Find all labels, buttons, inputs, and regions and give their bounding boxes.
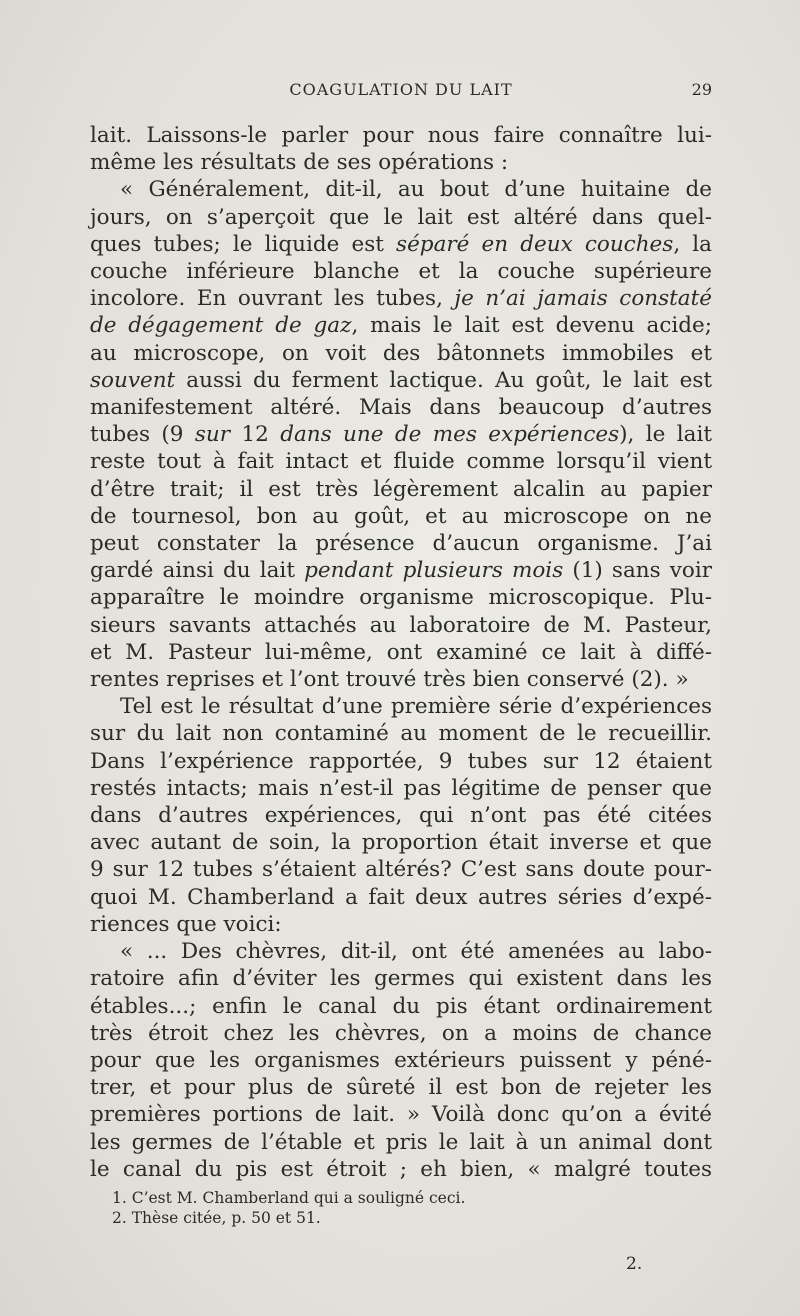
footnotes — [112, 1188, 672, 1228]
text-span: quoi M. Chamberland a fait deux autres séries d’expé- — [90, 884, 712, 910]
text-span: tubes (9 — [90, 422, 195, 448]
italic-span: séparé en deux couches — [396, 231, 674, 257]
text-span: étables...; enfin le canal du pis étant ordinairement — [90, 993, 712, 1019]
text-span: très étroit chez les chèvres, on a moins de chance — [90, 1020, 712, 1046]
text-line — [90, 1020, 712, 1047]
text-line — [90, 340, 712, 367]
text-line — [90, 530, 712, 557]
text-span: au microscope, on voit des bâtonnets immobiles et — [90, 340, 712, 366]
text-line — [90, 476, 712, 503]
text-line — [90, 1129, 712, 1156]
text-line — [90, 258, 712, 285]
text-line — [90, 965, 712, 992]
text-line — [90, 448, 712, 475]
italic-span: de dégagement de gaz — [90, 313, 352, 339]
italic-span: sur — [194, 422, 231, 448]
text-line — [90, 938, 712, 965]
text-span: restés intacts; mais n’est-il pas légitime de penser que — [90, 775, 712, 801]
text-line — [90, 204, 712, 231]
text-span: Tel est le résultat d’une première série d’expériences — [120, 694, 712, 720]
text-span: gardé ainsi du lait — [90, 558, 305, 584]
text-line — [90, 1074, 712, 1101]
page-number: 29 — [691, 80, 712, 99]
footnote-2: 2. Thèse citée, p. 50 et 51. — [112, 1209, 321, 1227]
text-line — [90, 856, 712, 883]
footnote-1: 1. C’est M. Chamberland qui a souligné ceci. — [112, 1189, 466, 1207]
text-span: , la — [673, 231, 712, 257]
text-line — [90, 693, 712, 720]
text-line — [90, 884, 712, 911]
text-line — [90, 666, 712, 693]
text-span: 9 sur 12 tubes s’étaient altérés? C’est sans doute pour- — [90, 857, 712, 883]
text-span: ques tubes; le liquide est — [90, 231, 397, 257]
text-span: le canal du pis est étroit ; eh bien, « malgré toutes — [90, 1156, 712, 1182]
text-span: dans d’autres expériences, qui n’ont pas été citées — [90, 803, 712, 829]
text-line — [90, 1101, 712, 1128]
text-span: rentes reprises et l’ont trouvé très bien conservé (2). » — [90, 667, 689, 693]
text-line — [90, 149, 712, 176]
text-line — [90, 557, 712, 584]
text-span: pour que les organismes extérieurs puissent y péné- — [90, 1047, 712, 1073]
text-line — [90, 639, 712, 666]
text-span: apparaître le moindre organisme microscopique. Plu- — [90, 585, 712, 611]
text-span: avec autant de soin, la proportion était inverse et que — [90, 830, 712, 856]
text-span: « ... Des chèvres, dit-il, ont été amenées au labo- — [120, 939, 712, 965]
text-span: 12 — [230, 422, 281, 448]
text-line — [90, 503, 712, 530]
text-line — [90, 394, 712, 421]
text-span: ratoire afin d’éviter les germes qui existent dans les — [90, 966, 712, 992]
italic-span: souvent — [90, 367, 176, 393]
text-span: aussi du ferment lactique. Au goût, le lait est — [175, 367, 712, 393]
running-head — [90, 78, 712, 102]
chapter-title: COAGULATION DU LAIT — [289, 80, 513, 99]
text-span: sieurs savants attachés au laboratoire de M. Pasteur, — [90, 612, 712, 638]
text-span: de tournesol, bon au goût, et au microscope on ne — [90, 503, 712, 529]
text-span: premières portions de lait. » Voilà donc qu’on a évité — [90, 1102, 712, 1128]
text-line — [90, 122, 712, 149]
text-line — [90, 802, 712, 829]
text-line — [90, 1047, 712, 1074]
text-line — [90, 775, 712, 802]
text-line — [90, 911, 712, 938]
text-span: trer, et pour plus de sûreté il est bon de rejeter les — [90, 1075, 712, 1101]
italic-span: pendant plusieurs mois — [304, 558, 564, 584]
text-line — [90, 285, 712, 312]
text-span: lait. Laissons-le parler pour nous faire connaître lui- — [90, 123, 712, 148]
text-span: , mais le lait est devenu acide; — [351, 313, 712, 339]
italic-span: dans une de mes expériences — [280, 422, 620, 448]
text-line — [90, 231, 712, 258]
text-span: sur du lait non contaminé au moment de le recueillir. — [90, 721, 712, 747]
text-span: même les résultats de ses opérations : — [90, 150, 509, 176]
text-line — [90, 421, 712, 448]
text-span: Dans l’expérience rapportée, 9 tubes sur 12 étaient — [90, 748, 712, 774]
text-span: jours, on s’aperçoit que le lait est altéré dans quel- — [90, 204, 712, 230]
body-text — [90, 122, 712, 1183]
text-line — [90, 584, 712, 611]
text-span: couche inférieure blanche et la couche supérieure — [90, 259, 712, 285]
text-span: les germes de l’étable et pris le lait à un animal dont — [90, 1129, 712, 1155]
text-span: « Généralement, dit-il, au bout d’une huitaine de — [120, 177, 712, 203]
signature-mark: 2. — [626, 1254, 643, 1274]
text-span: reste tout à fait intact et fluide comme lorsqu’il vient — [90, 449, 712, 475]
text-span: riences que voici: — [90, 911, 282, 937]
italic-span: je n’ai jamais constaté — [454, 286, 712, 312]
text-span: d’être trait; il est très légèrement alcalin au papier — [90, 476, 712, 502]
text-span: manifestement altéré. Mais dans beaucoup d’autres — [90, 395, 712, 421]
text-span: (1) sans voir — [563, 558, 713, 584]
text-line — [90, 612, 712, 639]
text-span: peut constater la présence d’aucun organisme. J’ai — [90, 531, 712, 557]
text-line — [90, 993, 712, 1020]
text-line — [90, 748, 712, 775]
text-line — [90, 829, 712, 856]
text-line — [90, 367, 712, 394]
text-line — [90, 720, 712, 747]
text-line — [90, 312, 712, 339]
text-line — [90, 1156, 712, 1183]
text-span: incolore. En ouvrant les tubes, — [90, 286, 455, 312]
text-span: et M. Pasteur lui-même, ont examiné ce lait à diffé- — [90, 639, 712, 665]
text-line — [90, 176, 712, 203]
text-span: ), le lait — [619, 422, 712, 448]
